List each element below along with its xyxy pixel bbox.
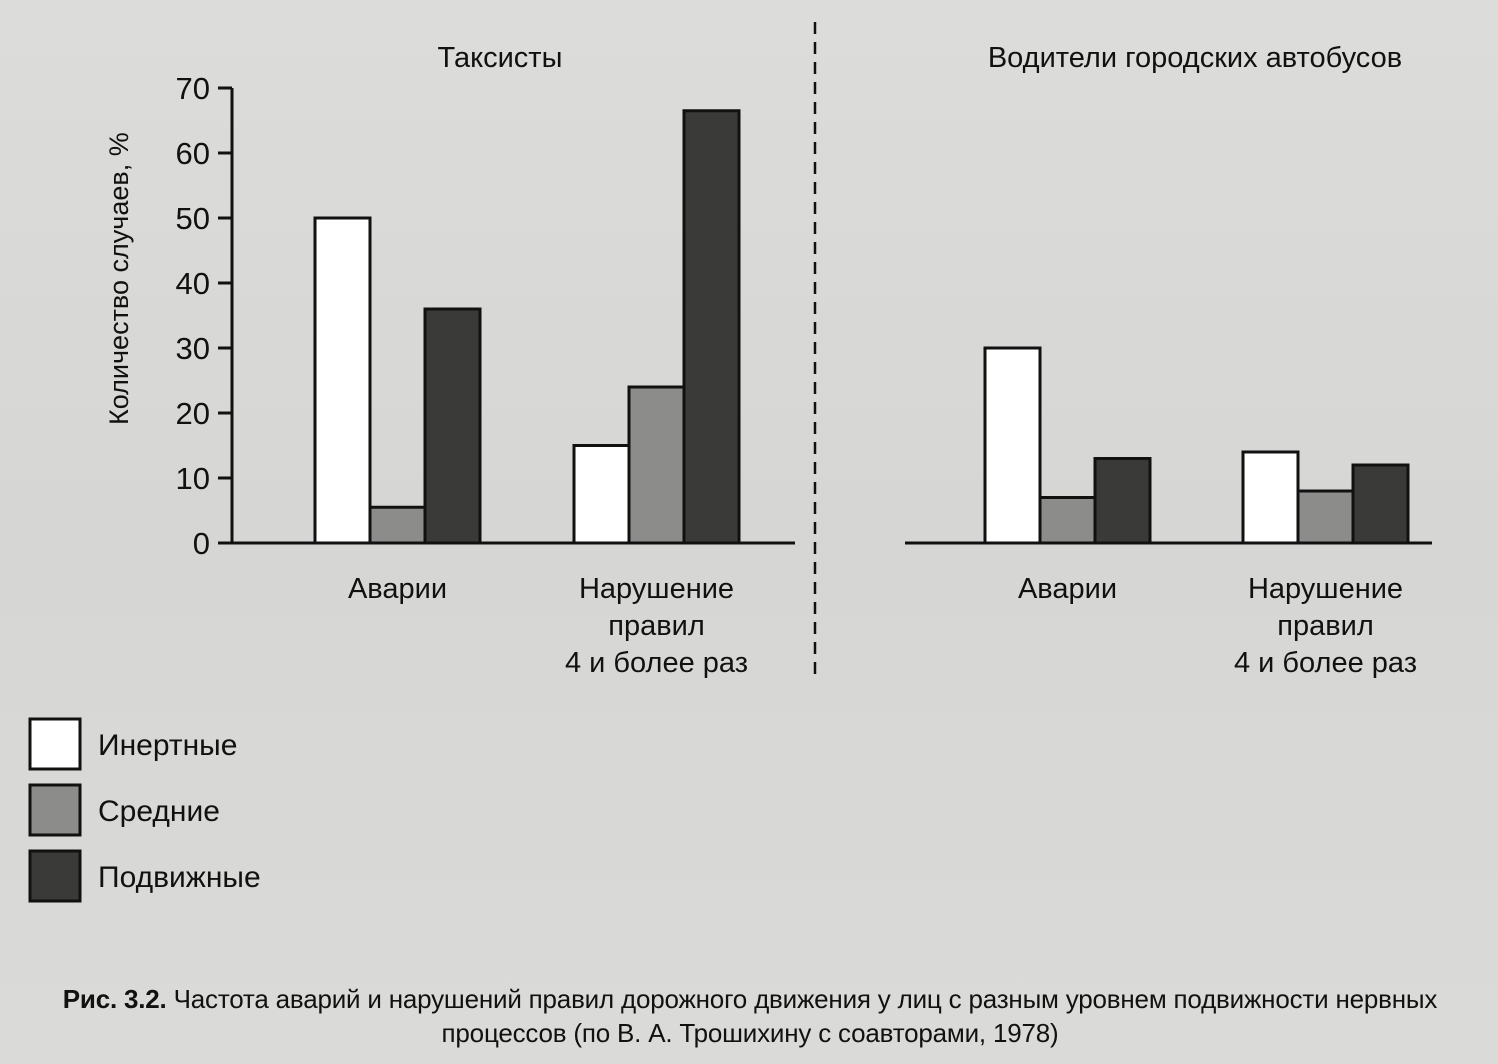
group-title: Водители городских автобусов xyxy=(987,42,1403,74)
bar xyxy=(1298,491,1353,543)
y-axis-label: Количество случаев, % xyxy=(104,132,134,425)
bar xyxy=(425,309,480,543)
caption-number: Рис. 3.2. xyxy=(62,984,167,1014)
category-label: Нарушение xyxy=(578,573,735,605)
figure-caption xyxy=(10,982,1490,1050)
legend-label: Средние xyxy=(98,795,220,828)
y-tick-label: 40 xyxy=(175,266,210,301)
y-tick-label: 10 xyxy=(175,461,210,496)
y-tick-label: 70 xyxy=(175,71,210,106)
y-tick-label: 20 xyxy=(175,396,210,431)
legend-swatch xyxy=(30,851,80,901)
bar xyxy=(315,218,370,543)
bar xyxy=(684,111,739,543)
category-label: Нарушение xyxy=(1247,573,1404,605)
category-label: правил xyxy=(608,610,705,642)
category-label: 4 и более раз xyxy=(564,647,749,679)
group-title: Таксисты xyxy=(437,42,563,74)
bar xyxy=(1040,498,1095,544)
bar xyxy=(1095,459,1150,544)
category-label: правил xyxy=(1277,610,1374,642)
category-label: 4 и более раз xyxy=(1233,647,1418,679)
legend-label: Подвижные xyxy=(98,861,261,894)
legend-swatch xyxy=(30,719,80,769)
bar xyxy=(629,387,684,543)
y-tick-label: 60 xyxy=(175,136,210,171)
bar xyxy=(574,446,629,544)
bar xyxy=(370,507,425,543)
category-label: Аварии xyxy=(347,573,448,605)
bar xyxy=(1243,452,1298,543)
y-tick-label: 50 xyxy=(175,201,210,236)
y-tick-label: 30 xyxy=(175,331,210,366)
y-tick-label: 0 xyxy=(192,526,210,561)
bar xyxy=(985,348,1040,543)
bar xyxy=(1353,465,1408,543)
category-label: Аварии xyxy=(1017,573,1118,605)
legend-label: Инертные xyxy=(98,729,238,762)
caption-text: Частота аварий и нарушений правил дорожного движения у лиц с разным уровнем подвижности нервных процессов (по В. А. Трошихину с соавторами, 1978) xyxy=(173,984,1438,1048)
legend-swatch xyxy=(30,785,80,835)
